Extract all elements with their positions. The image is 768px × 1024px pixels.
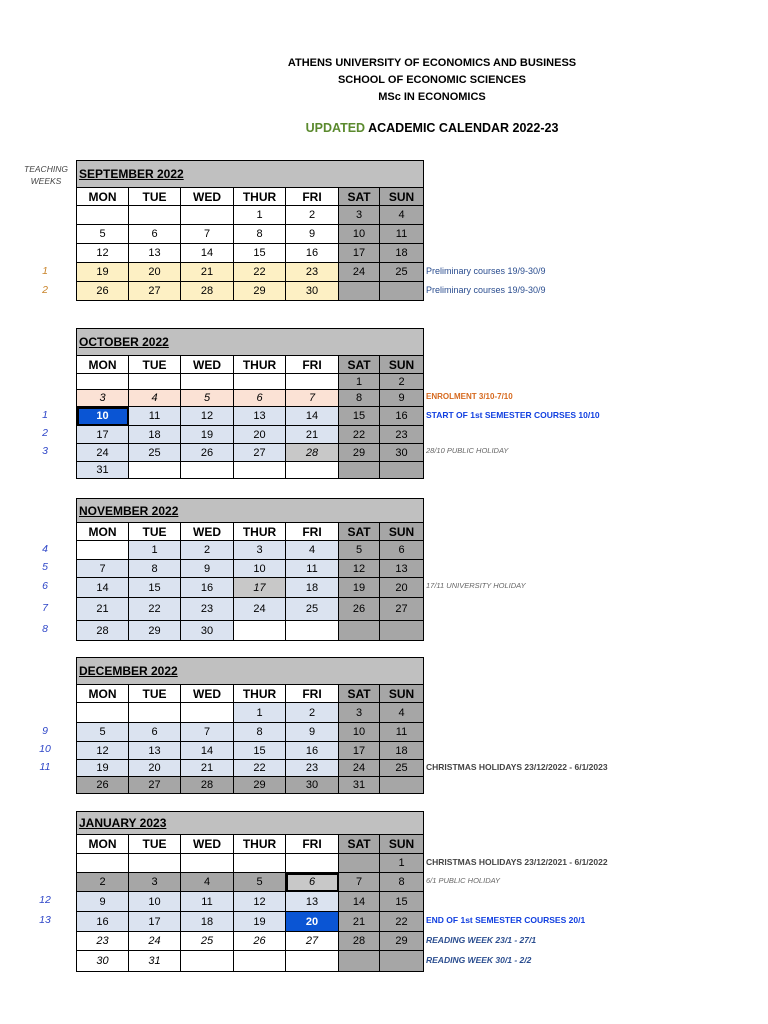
date-cell: 16 [286,742,339,760]
teaching-week-number: 5 [42,561,48,573]
date-cell: 25 [181,932,234,951]
week-row [77,390,424,407]
date-cell: 26 [77,777,129,794]
date-cell: 10 [339,723,380,742]
date-cell: 22 [234,760,286,777]
empty-cell [181,462,234,479]
day-header-fri: FRI [286,835,339,854]
date-cell: 15 [129,578,181,598]
day-header-wed: WED [181,835,234,854]
date-cell: 7 [181,723,234,742]
empty-cell [380,621,424,641]
empty-cell [339,854,380,873]
date-cell: 16 [286,244,339,263]
date-cell: 12 [77,244,129,263]
calendar-note: ENROLMENT 3/10-7/10 [426,391,513,401]
week-row [77,541,424,560]
date-cell: 26 [339,598,380,621]
week-row [77,426,424,444]
date-cell: 29 [129,621,181,641]
empty-cell [286,462,339,479]
empty-cell [77,854,129,873]
week-row [77,263,424,282]
date-cell: 3 [129,873,181,892]
date-cell: 11 [380,723,424,742]
date-cell: 22 [339,426,380,444]
date-cell: 15 [380,892,424,912]
empty-cell [181,206,234,225]
day-header-fri: FRI [286,685,339,703]
teaching-week-number: 6 [42,580,48,592]
month-table-october-2022 [76,328,424,479]
date-cell: 26 [181,444,234,462]
date-cell: 16 [380,407,424,426]
teaching-week-number: 10 [39,743,51,755]
empty-cell [339,621,380,641]
empty-cell [129,703,181,723]
day-header-mon: MON [77,835,129,854]
date-cell: 28 [181,282,234,301]
date-cell: 22 [234,263,286,282]
date-cell: 12 [339,560,380,578]
week-row [77,598,424,621]
day-header-thur: THUR [234,356,286,374]
month-title: JANUARY 2023 [77,812,424,835]
date-cell: 13 [129,742,181,760]
date-cell: 15 [339,407,380,426]
empty-cell [234,621,286,641]
day-header-mon: MON [77,523,129,541]
date-cell: 2 [77,873,129,892]
document-header [48,55,768,106]
date-cell: 17 [339,244,380,263]
date-cell: 2 [286,206,339,225]
date-cell: 5 [77,723,129,742]
date-cell: 19 [339,578,380,598]
university-name: ATHENS UNIVERSITY OF ECONOMICS AND BUSINESS [287,57,577,69]
date-cell: 15 [234,244,286,263]
week-row [77,282,424,301]
date-cell: 1 [339,374,380,390]
date-cell: 19 [77,263,129,282]
empty-cell [181,854,234,873]
date-cell: 3 [339,703,380,723]
teaching-week-number: 4 [42,542,48,555]
empty-cell [380,462,424,479]
teaching-week-number: 7 [42,601,48,614]
week-row [77,621,424,641]
date-cell: 8 [234,723,286,742]
empty-cell [77,541,129,560]
month-title: OCTOBER 2022 [77,329,424,356]
empty-cell [181,374,234,390]
date-cell: 7 [286,390,339,407]
date-cell: 5 [234,873,286,892]
day-header-wed: WED [181,356,234,374]
date-cell: 21 [286,426,339,444]
date-cell: 26 [77,282,129,301]
date-cell: 21 [77,598,129,621]
date-cell: 29 [234,777,286,794]
date-cell: 8 [380,873,424,892]
empty-cell [286,951,339,972]
day-header-tue: TUE [129,356,181,374]
teaching-week-number: 8 [42,623,48,635]
date-cell: 8 [234,225,286,244]
day-header-thur: THUR [234,523,286,541]
date-cell: 30 [380,444,424,462]
calendar-note: 17/11 UNIVERSITY HOLIDAY [426,581,526,590]
date-cell: 7 [339,873,380,892]
date-cell: 5 [181,390,234,407]
date-cell: 11 [380,225,424,244]
date-cell: 9 [380,390,424,407]
date-cell: 24 [77,444,129,462]
date-cell: 26 [234,932,286,951]
date-cell: 27 [129,282,181,301]
week-row [77,703,424,723]
empty-cell [339,951,380,972]
school-name: SCHOOL OF ECONOMIC SCIENCES [337,74,527,86]
day-header-wed: WED [181,523,234,541]
empty-cell [380,282,424,301]
empty-cell [286,374,339,390]
date-cell: 1 [234,703,286,723]
date-cell: 18 [129,426,181,444]
empty-cell [129,462,181,479]
date-cell: 28 [339,932,380,951]
calendar-note: Preliminary courses 19/9-30/9 [426,284,546,295]
teaching-weeks-label-line1: TEACHING [24,164,68,174]
date-cell: 24 [129,932,181,951]
empty-cell [181,951,234,972]
day-header-fri: FRI [286,523,339,541]
date-cell: 19 [181,426,234,444]
date-cell: 7 [77,560,129,578]
week-row [77,407,424,426]
date-cell: 16 [181,578,234,598]
date-cell: 10 [77,407,129,426]
date-cell: 17 [234,578,286,598]
date-cell: 29 [234,282,286,301]
date-cell: 14 [77,578,129,598]
date-cell: 14 [181,244,234,263]
date-cell: 25 [380,760,424,777]
date-cell: 28 [181,777,234,794]
date-cell: 1 [129,541,181,560]
date-cell: 9 [77,892,129,912]
empty-cell [181,703,234,723]
date-cell: 23 [77,932,129,951]
teaching-weeks-label-line2: WEEKS [30,176,62,186]
empty-cell [129,374,181,390]
day-header-sat: SAT [339,685,380,703]
date-cell: 9 [181,560,234,578]
date-cell: 22 [380,912,424,932]
teaching-week-number: 12 [39,894,51,906]
date-cell: 25 [129,444,181,462]
date-cell: 16 [77,912,129,932]
date-cell: 19 [77,760,129,777]
calendar-note: CHRISTMAS HOLIDAYS 23/12/2021 - 6/1/2022 [426,856,608,867]
week-row [77,912,424,932]
date-cell: 4 [129,390,181,407]
date-cell: 17 [77,426,129,444]
date-cell: 9 [286,225,339,244]
date-cell: 14 [339,892,380,912]
teaching-week-number: 3 [42,445,48,457]
date-cell: 18 [380,244,424,263]
empty-cell [234,462,286,479]
day-header-thur: THUR [234,685,286,703]
day-header-sun: SUN [380,356,424,374]
month-title: NOVEMBER 2022 [77,499,424,523]
day-header-tue: TUE [129,188,181,206]
date-cell: 28 [77,621,129,641]
date-cell: 8 [129,560,181,578]
date-cell: 22 [129,598,181,621]
date-cell: 1 [234,206,286,225]
month-title: DECEMBER 2022 [77,658,424,685]
teaching-week-number: 13 [39,914,51,926]
calendar-note: Preliminary courses 19/9-30/9 [426,265,546,276]
date-cell: 18 [181,912,234,932]
date-cell: 6 [380,541,424,560]
date-cell: 2 [380,374,424,390]
date-cell: 30 [181,621,234,641]
week-row [77,374,424,390]
date-cell: 31 [129,951,181,972]
date-cell: 14 [181,742,234,760]
date-cell: 12 [77,742,129,760]
date-cell: 12 [181,407,234,426]
empty-cell [77,703,129,723]
calendar-title [48,121,768,135]
day-header-thur: THUR [234,835,286,854]
day-header-sat: SAT [339,523,380,541]
program-name: MSc IN ECONOMICS [378,91,486,103]
date-cell: 29 [339,444,380,462]
date-cell: 3 [234,541,286,560]
week-row [77,873,424,892]
empty-cell [339,462,380,479]
date-cell: 10 [234,560,286,578]
week-row [77,244,424,263]
empty-cell [234,951,286,972]
teaching-week-number: 1 [42,264,48,277]
date-cell: 20 [380,578,424,598]
day-header-mon: MON [77,188,129,206]
week-row [77,777,424,794]
day-header-thur: THUR [234,188,286,206]
empty-cell [286,621,339,641]
month-table-december-2022 [76,657,424,794]
date-cell: 14 [286,407,339,426]
date-cell: 18 [286,578,339,598]
date-cell: 15 [234,742,286,760]
date-cell: 3 [339,206,380,225]
calendar-note: READING WEEK 23/1 - 27/1 [426,934,537,945]
empty-cell [234,854,286,873]
date-cell: 20 [129,760,181,777]
date-cell: 31 [339,777,380,794]
date-cell: 21 [181,263,234,282]
empty-cell [77,206,129,225]
empty-cell [380,777,424,794]
week-row [77,723,424,742]
date-cell: 4 [286,541,339,560]
day-header-mon: MON [77,356,129,374]
week-row [77,462,424,479]
day-header-tue: TUE [129,685,181,703]
date-cell: 6 [234,390,286,407]
date-cell: 6 [129,225,181,244]
title-updated: UPDATED [305,121,366,135]
week-row [77,760,424,777]
empty-cell [380,951,424,972]
empty-cell [339,282,380,301]
day-header-mon: MON [77,685,129,703]
teaching-week-number: 11 [39,760,51,773]
date-cell: 19 [234,912,286,932]
date-cell: 24 [339,263,380,282]
teaching-week-number: 1 [42,408,48,421]
day-header-sun: SUN [380,835,424,854]
empty-cell [234,374,286,390]
week-row [77,444,424,462]
title-rest: ACADEMIC CALENDAR 2022-23 [365,121,559,135]
day-header-fri: FRI [286,188,339,206]
teaching-weeks-label [22,163,70,187]
calendar-note: 28/10 PUBLIC HOLIDAY [426,446,509,455]
date-cell: 25 [380,263,424,282]
date-cell: 13 [234,407,286,426]
calendar-note: START OF 1st SEMESTER COURSES 10/10 [426,409,600,420]
week-row [77,951,424,972]
day-header-fri: FRI [286,356,339,374]
day-header-sat: SAT [339,835,380,854]
date-cell: 7 [181,225,234,244]
date-cell: 6 [129,723,181,742]
date-cell: 25 [286,598,339,621]
date-cell: 23 [181,598,234,621]
teaching-week-number: 2 [42,283,48,296]
date-cell: 18 [380,742,424,760]
date-cell: 21 [339,912,380,932]
teaching-week-number: 2 [42,427,48,439]
date-cell: 24 [339,760,380,777]
date-cell: 4 [380,206,424,225]
date-cell: 1 [380,854,424,873]
date-cell: 11 [181,892,234,912]
week-row [77,932,424,951]
date-cell: 28 [286,444,339,462]
calendar-note: CHRISTMAS HOLIDAYS 23/12/2022 - 6/1/2023 [426,761,608,772]
date-cell: 27 [286,932,339,951]
date-cell: 24 [234,598,286,621]
date-cell: 20 [129,263,181,282]
calendar-note: END OF 1st SEMESTER COURSES 20/1 [426,915,586,925]
date-cell: 17 [129,912,181,932]
date-cell: 23 [286,760,339,777]
month-table-january-2023 [76,811,424,972]
date-cell: 10 [339,225,380,244]
day-header-sun: SUN [380,523,424,541]
date-cell: 5 [77,225,129,244]
date-cell: 6 [286,873,339,892]
date-cell: 23 [286,263,339,282]
date-cell: 23 [380,426,424,444]
day-header-sat: SAT [339,356,380,374]
date-cell: 13 [380,560,424,578]
week-row [77,206,424,225]
day-header-wed: WED [181,188,234,206]
day-header-sun: SUN [380,188,424,206]
empty-cell [129,206,181,225]
teaching-week-number: 9 [42,724,48,737]
date-cell: 30 [77,951,129,972]
date-cell: 30 [286,282,339,301]
empty-cell [77,374,129,390]
date-cell: 2 [181,541,234,560]
date-cell: 29 [380,932,424,951]
date-cell: 31 [77,462,129,479]
date-cell: 13 [286,892,339,912]
week-row [77,560,424,578]
week-row [77,742,424,760]
day-header-wed: WED [181,685,234,703]
week-row [77,892,424,912]
empty-cell [286,854,339,873]
date-cell: 30 [286,777,339,794]
date-cell: 4 [181,873,234,892]
day-header-sat: SAT [339,188,380,206]
calendar-note: READING WEEK 30/1 - 2/2 [426,954,532,965]
day-header-sun: SUN [380,685,424,703]
week-row [77,225,424,244]
month-title: SEPTEMBER 2022 [77,161,424,188]
date-cell: 27 [129,777,181,794]
date-cell: 13 [129,244,181,263]
date-cell: 2 [286,703,339,723]
week-row [77,578,424,598]
date-cell: 10 [129,892,181,912]
date-cell: 3 [77,390,129,407]
date-cell: 8 [339,390,380,407]
date-cell: 4 [380,703,424,723]
month-table-november-2022 [76,498,424,641]
date-cell: 5 [339,541,380,560]
date-cell: 20 [286,912,339,932]
empty-cell [129,854,181,873]
month-table-september-2022 [76,160,424,301]
day-header-tue: TUE [129,523,181,541]
date-cell: 20 [234,426,286,444]
date-cell: 27 [380,598,424,621]
date-cell: 11 [129,407,181,426]
date-cell: 12 [234,892,286,912]
day-header-tue: TUE [129,835,181,854]
week-row [77,854,424,873]
date-cell: 27 [234,444,286,462]
date-cell: 17 [339,742,380,760]
calendar-note: 6/1 PUBLIC HOLIDAY [426,875,501,885]
date-cell: 21 [181,760,234,777]
date-cell: 11 [286,560,339,578]
date-cell: 9 [286,723,339,742]
